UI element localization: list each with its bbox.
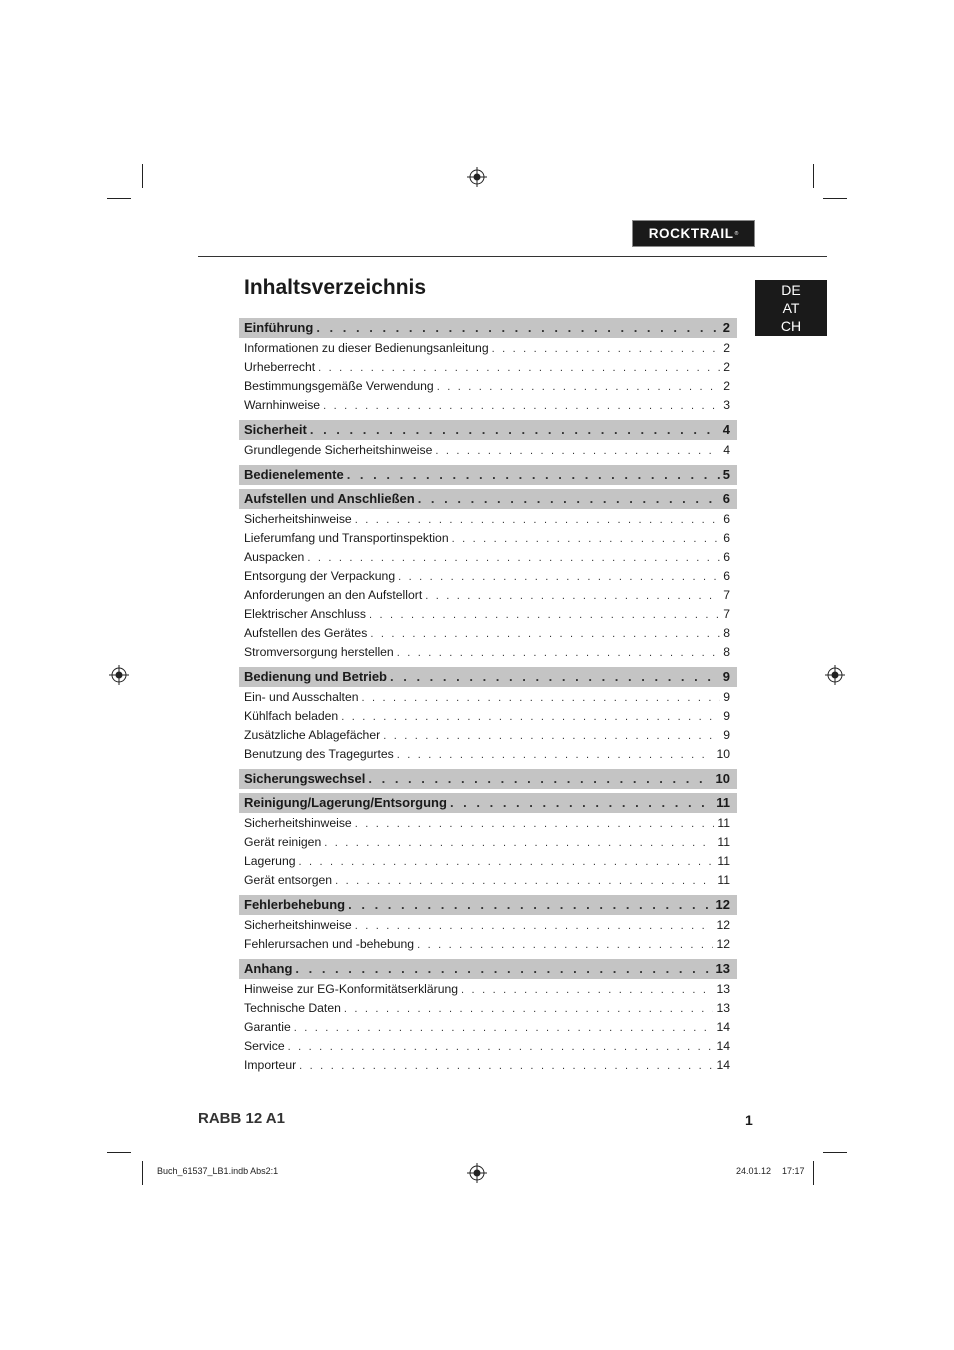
- toc-entry-title: Bestimmungsgemäße Verwendung: [244, 379, 434, 393]
- toc-entry-title: Service: [244, 1039, 285, 1053]
- print-slug-time: 17:17: [782, 1166, 805, 1176]
- toc-entry-title: Kühlfach beladen: [244, 709, 339, 723]
- toc-section[interactable]: [239, 959, 737, 979]
- dot-leader: [299, 1057, 713, 1075]
- toc-entry-title: Lieferumfang und Transportinspektion: [244, 531, 449, 545]
- dot-leader: [390, 667, 720, 687]
- toc-entry-page: 3: [723, 398, 730, 412]
- toc-entry-title: Entsorgung der Verpackung: [244, 569, 396, 583]
- toc-section-page: 6: [722, 491, 730, 506]
- registration-mark-icon: [467, 167, 487, 187]
- dot-leader: [316, 318, 719, 338]
- brand-logo: [632, 220, 755, 247]
- toc-entry[interactable]: [244, 624, 730, 643]
- toc-section-items: [239, 338, 737, 416]
- toc-section-title: Aufstellen und Anschließen: [244, 491, 415, 506]
- toc-entry[interactable]: [244, 605, 730, 624]
- toc-entry-page: 7: [723, 588, 730, 602]
- toc-entry-title: Elektrischer Anschluss: [244, 607, 366, 621]
- toc-section-page: 2: [722, 320, 730, 335]
- toc-entry-page: 12: [716, 918, 730, 932]
- header-rule: [198, 256, 827, 257]
- toc-section-page: 5: [722, 467, 730, 482]
- crop-mark: [142, 164, 143, 188]
- crop-mark: [813, 164, 814, 188]
- dot-leader: [355, 815, 715, 833]
- toc-entry-title: Urheberrecht: [244, 360, 316, 374]
- registration-mark-icon: [825, 665, 845, 685]
- toc-entry[interactable]: [244, 871, 730, 890]
- toc-section-title: Anhang: [244, 961, 293, 976]
- toc-entry-title: Warnhinweise: [244, 398, 321, 412]
- page-title: Inhaltsverzeichnis: [244, 276, 427, 299]
- toc-section[interactable]: [239, 769, 737, 789]
- dot-leader: [299, 853, 715, 871]
- toc-section-page: 9: [722, 669, 730, 684]
- toc-entry-title: Sicherheitshinweise: [244, 512, 352, 526]
- dot-leader: [348, 895, 712, 915]
- dot-leader: [397, 644, 721, 662]
- toc-section-items: [239, 440, 737, 461]
- registration-mark-icon: [109, 665, 129, 685]
- crop-mark: [823, 198, 847, 199]
- toc-entry-title: Anforderungen an den Aufstellort: [244, 588, 423, 602]
- toc-entry-title: Ein- und Ausschalten: [244, 690, 359, 704]
- toc-entry-title: Grundlegende Sicherheitshinweise: [244, 443, 433, 457]
- toc-section[interactable]: [239, 895, 737, 915]
- toc-entry-page: 6: [723, 569, 730, 583]
- toc-section-title: Fehlerbehebung: [244, 897, 346, 912]
- dot-leader: [344, 1000, 714, 1018]
- crop-mark: [107, 1152, 131, 1153]
- toc-entry[interactable]: [244, 999, 730, 1018]
- toc-entry[interactable]: [244, 339, 730, 358]
- dot-leader: [435, 442, 720, 460]
- toc-entry-page: 11: [717, 835, 730, 849]
- toc-section-title: Einführung: [244, 320, 314, 335]
- dot-leader: [355, 511, 721, 529]
- toc-entry-page: 8: [723, 626, 730, 640]
- dot-leader: [417, 936, 713, 954]
- toc-entry[interactable]: [244, 852, 730, 871]
- toc-entry-page: 9: [723, 690, 730, 704]
- toc-entry-page: 14: [716, 1039, 730, 1053]
- dot-leader: [294, 1019, 714, 1037]
- toc-section-title: Sicherheit: [244, 422, 307, 437]
- toc-entry[interactable]: [244, 358, 730, 377]
- toc-entry[interactable]: [244, 935, 730, 954]
- toc-entry[interactable]: [244, 1037, 730, 1056]
- toc-entry-page: 6: [723, 531, 730, 545]
- dot-leader: [369, 606, 720, 624]
- toc-section-page: 12: [715, 897, 730, 912]
- toc-entry[interactable]: [244, 643, 730, 662]
- toc-entry-page: 13: [716, 982, 730, 996]
- language-tab: [755, 280, 827, 336]
- toc-entry-page: 6: [723, 512, 730, 526]
- toc-entry-page: 7: [723, 607, 730, 621]
- crop-mark: [107, 198, 131, 199]
- model-number: RABB 12 A1: [198, 1110, 285, 1127]
- toc-entry[interactable]: [244, 529, 730, 548]
- toc-entry-title: Informationen zu dieser Bedienungsanleitung: [244, 341, 489, 355]
- dot-leader: [370, 625, 720, 643]
- brand-name: ROCKTRAIL: [648, 226, 734, 241]
- toc-entry-page: 14: [716, 1020, 730, 1034]
- toc-section-page: 10: [715, 771, 730, 786]
- toc-entry-title: Lagerung: [244, 854, 296, 868]
- toc-entry[interactable]: [244, 688, 730, 707]
- toc-section-page: 11: [716, 795, 730, 810]
- dot-leader: [461, 981, 713, 999]
- toc-entry-title: Gerät entsorgen: [244, 873, 333, 887]
- dot-leader: [397, 746, 714, 764]
- toc-entry[interactable]: [244, 510, 730, 529]
- toc-entry-title: Gerät reinigen: [244, 835, 322, 849]
- brand-registered-mark: ®: [734, 230, 739, 237]
- toc-entry-title: Sicherheitshinweise: [244, 918, 352, 932]
- toc-entry-title: Zusätzliche Ablagefächer: [244, 728, 381, 742]
- dot-leader: [383, 727, 720, 745]
- toc-entry-page: 12: [716, 937, 730, 951]
- toc-section-items: [239, 813, 737, 891]
- language-at: AT: [782, 300, 800, 316]
- dot-leader: [355, 917, 714, 935]
- toc-section[interactable]: [239, 465, 737, 485]
- toc-entry-title: Auspacken: [244, 550, 305, 564]
- toc-section[interactable]: [239, 318, 737, 338]
- crop-mark: [823, 1152, 847, 1153]
- toc-entry-title: Hinweise zur EG-Konformitätserklärung: [244, 982, 459, 996]
- toc-section-items: [239, 687, 737, 765]
- toc-entry[interactable]: [244, 586, 730, 605]
- toc-entry[interactable]: [244, 980, 730, 999]
- toc-entry-page: 9: [723, 709, 730, 723]
- language-de: DE: [781, 282, 801, 298]
- toc-entry-page: 2: [723, 341, 730, 355]
- toc-entry[interactable]: [244, 814, 730, 833]
- dot-leader: [307, 549, 720, 567]
- dot-leader: [335, 872, 714, 890]
- toc-entry-page: 9: [723, 728, 730, 742]
- toc-section-items: [239, 915, 737, 955]
- toc-entry[interactable]: [244, 396, 730, 415]
- toc-entry-page: 11: [717, 873, 730, 887]
- toc-entry-title: Fehlerursachen und -behebung: [244, 937, 415, 951]
- toc-entry-title: Importeur: [244, 1058, 297, 1072]
- dot-leader: [310, 420, 720, 440]
- toc-entry[interactable]: [244, 916, 730, 935]
- toc-entry-page: 6: [723, 550, 730, 564]
- toc-entry[interactable]: [244, 1018, 730, 1037]
- toc-section[interactable]: [239, 489, 737, 509]
- toc-entry[interactable]: [244, 441, 730, 460]
- toc-section-title: Sicherungswechsel: [244, 771, 366, 786]
- dot-leader: [318, 359, 720, 377]
- toc-section-title: Bedienung und Betrieb: [244, 669, 387, 684]
- toc-section-title: Bedienelemente: [244, 467, 344, 482]
- toc-section[interactable]: [239, 667, 737, 687]
- toc-entry[interactable]: [244, 726, 730, 745]
- crop-mark: [813, 1161, 814, 1185]
- toc-entry-page: 4: [723, 443, 730, 457]
- toc-section[interactable]: [239, 420, 737, 440]
- dot-leader: [492, 340, 721, 358]
- registration-mark-icon: [467, 1163, 487, 1183]
- toc-entry[interactable]: [244, 745, 730, 764]
- toc-entry-title: Benutzung des Tragegurtes: [244, 747, 394, 761]
- dot-leader: [425, 587, 720, 605]
- toc-entry[interactable]: [244, 377, 730, 396]
- dot-leader: [437, 378, 721, 396]
- dot-leader: [323, 397, 720, 415]
- toc-entry-title: Stromversorgung herstellen: [244, 645, 394, 659]
- dot-leader: [347, 465, 720, 485]
- dot-leader: [398, 568, 720, 586]
- print-slug-date: 24.01.12: [736, 1166, 772, 1176]
- toc-entry[interactable]: [244, 1056, 730, 1075]
- toc-entry-title: Technische Daten: [244, 1001, 341, 1015]
- toc-section-title: Reinigung/Lagerung/Entsorgung: [244, 795, 447, 810]
- toc-entry-title: Sicherheitshinweise: [244, 816, 352, 830]
- crop-mark: [142, 1161, 143, 1185]
- dot-leader: [362, 689, 721, 707]
- toc-entry[interactable]: [244, 548, 730, 567]
- dot-leader: [452, 530, 721, 548]
- language-ch: CH: [780, 318, 802, 334]
- toc-entry-page: 8: [723, 645, 730, 659]
- dot-leader: [418, 489, 720, 509]
- dot-leader: [324, 834, 714, 852]
- toc-entry-page: 13: [716, 1001, 730, 1015]
- toc-entry-page: 10: [716, 747, 730, 761]
- toc-entry-title: Aufstellen des Gerätes: [244, 626, 368, 640]
- dot-leader: [295, 959, 712, 979]
- toc-entry[interactable]: [244, 833, 730, 852]
- toc-section-page: 4: [722, 422, 730, 437]
- table-of-contents: [239, 314, 737, 1076]
- toc-entry[interactable]: [244, 567, 730, 586]
- toc-entry-page: 11: [717, 854, 730, 868]
- toc-entry-title: Garantie: [244, 1020, 291, 1034]
- dot-leader: [288, 1038, 714, 1056]
- toc-section-items: [239, 979, 737, 1076]
- dot-leader: [341, 708, 720, 726]
- dot-leader: [450, 793, 713, 813]
- toc-entry-page: 2: [723, 379, 730, 393]
- toc-entry-page: 14: [716, 1058, 730, 1072]
- dot-leader: [368, 769, 712, 789]
- toc-entry-page: 11: [717, 816, 730, 830]
- toc-entry-page: 2: [723, 360, 730, 374]
- toc-entry[interactable]: [244, 707, 730, 726]
- toc-section-items: [239, 509, 737, 663]
- toc-section-page: 13: [715, 961, 730, 976]
- page-number: 1: [745, 1112, 753, 1128]
- print-slug-file: Buch_61537_LB1.indb Abs2:1: [157, 1166, 279, 1176]
- toc-section[interactable]: [239, 793, 737, 813]
